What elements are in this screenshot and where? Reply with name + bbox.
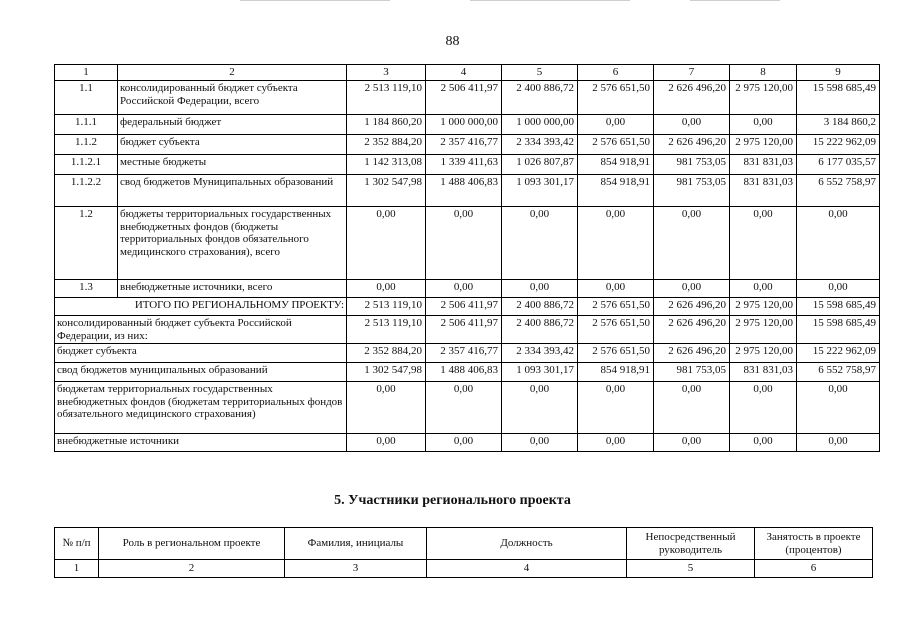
row-name: местные бюджеты [118, 155, 347, 175]
participants-table [54, 527, 873, 578]
row-name: федеральный бюджет [118, 115, 347, 135]
row-value: 2 975 120,00 [730, 135, 797, 155]
participants-header: Фамилия, инициалы [285, 528, 427, 560]
summary-value: 2 357 416,77 [426, 344, 502, 363]
participants-column-number: 5 [627, 560, 755, 578]
row-value: 1 184 860,20 [347, 115, 426, 135]
row-value: 0,00 [654, 207, 730, 280]
row-name: бюджет субъекта [118, 135, 347, 155]
row-value: 0,00 [578, 280, 654, 298]
summary-value: 0,00 [578, 434, 654, 452]
finance-row [55, 280, 880, 298]
row-value: 1 093 301,17 [502, 175, 578, 207]
row-value: 0,00 [730, 115, 797, 135]
participants-header: № п/п [55, 528, 99, 560]
summary-value: 0,00 [347, 382, 426, 434]
row-value: 0,00 [578, 207, 654, 280]
summary-value: 0,00 [426, 434, 502, 452]
total-value: 2 626 496,20 [654, 298, 730, 316]
column-header: 2 [118, 65, 347, 81]
summary-value: 15 222 962,09 [797, 344, 880, 363]
row-number: 1.2 [55, 207, 118, 280]
row-name: свод бюджетов Муниципальных образований [118, 175, 347, 207]
summary-value: 981 753,05 [654, 363, 730, 382]
row-value: 6 177 035,57 [797, 155, 880, 175]
row-number: 1.3 [55, 280, 118, 298]
participants-header: Непосредственный руководитель [627, 528, 755, 560]
column-header: 1 [55, 65, 118, 81]
summary-name: консолидированный бюджет субъекта Российской Федерации, из них: [55, 316, 347, 344]
column-header: 3 [347, 65, 426, 81]
row-number: 1.1.2 [55, 135, 118, 155]
row-value: 831 831,03 [730, 155, 797, 175]
summary-value: 2 626 496,20 [654, 344, 730, 363]
participants-header: Должность [427, 528, 627, 560]
summary-row [55, 434, 880, 452]
total-value: 2 506 411,97 [426, 298, 502, 316]
participants-header: Занятость в проекте (процентов) [755, 528, 873, 560]
summary-value: 0,00 [347, 434, 426, 452]
row-value: 0,00 [347, 207, 426, 280]
summary-value: 0,00 [502, 382, 578, 434]
row-value: 2 626 496,20 [654, 135, 730, 155]
row-value: 1 000 000,00 [502, 115, 578, 135]
summary-value: 2 506 411,97 [426, 316, 502, 344]
row-value: 2 576 651,50 [578, 135, 654, 155]
row-number: 1.1.2.1 [55, 155, 118, 175]
summary-value: 0,00 [730, 434, 797, 452]
total-value: 2 576 651,50 [578, 298, 654, 316]
row-value: 1 000 000,00 [426, 115, 502, 135]
row-value: 0,00 [578, 115, 654, 135]
summary-value: 2 626 496,20 [654, 316, 730, 344]
summary-value: 2 576 651,50 [578, 316, 654, 344]
row-value: 2 357 416,77 [426, 135, 502, 155]
row-value: 0,00 [797, 207, 880, 280]
total-value: 15 598 685,49 [797, 298, 880, 316]
finance-row [55, 135, 880, 155]
row-value: 0,00 [426, 207, 502, 280]
finance-header-row [55, 65, 880, 81]
row-value: 0,00 [426, 280, 502, 298]
row-value: 2 334 393,42 [502, 135, 578, 155]
column-header: 9 [797, 65, 880, 81]
summary-value: 2 352 884,20 [347, 344, 426, 363]
row-value: 854 918,91 [578, 175, 654, 207]
column-header: 7 [654, 65, 730, 81]
finance-row [55, 175, 880, 207]
summary-value: 0,00 [654, 434, 730, 452]
summary-value: 1 488 406,83 [426, 363, 502, 382]
row-value: 2 352 884,20 [347, 135, 426, 155]
row-value: 6 552 758,97 [797, 175, 880, 207]
row-value: 0,00 [654, 280, 730, 298]
row-value: 0,00 [502, 207, 578, 280]
finance-row [55, 115, 880, 135]
finance-row [55, 207, 880, 280]
summary-name: бюджетам территориальных государственных внебюджетных фондов (бюджетам территориальных фондов обязательного медицинского страхования) [55, 382, 347, 434]
finance-table [54, 64, 880, 452]
summary-value: 0,00 [730, 382, 797, 434]
row-value: 0,00 [730, 207, 797, 280]
participants-column-number: 2 [99, 560, 285, 578]
summary-value: 854 918,91 [578, 363, 654, 382]
section-title: 5. Участники регионального проекта [334, 493, 571, 508]
row-number: 1.1.1 [55, 115, 118, 135]
total-row [55, 298, 880, 316]
column-header: 5 [502, 65, 578, 81]
total-value: 2 400 886,72 [502, 298, 578, 316]
row-number: 1.1.2.2 [55, 175, 118, 207]
summary-value: 0,00 [797, 382, 880, 434]
participants-column-number: 6 [755, 560, 873, 578]
summary-row [55, 363, 880, 382]
total-label: ИТОГО ПО РЕГИОНАЛЬНОМУ ПРОЕКТУ: [55, 298, 347, 316]
participants-header-row [55, 528, 873, 560]
scan-top-edge [0, 0, 905, 1]
summary-value: 2 334 393,42 [502, 344, 578, 363]
row-value: 0,00 [502, 280, 578, 298]
row-value: 15 598 685,49 [797, 81, 880, 115]
participants-column-number: 4 [427, 560, 627, 578]
row-value: 1 339 411,63 [426, 155, 502, 175]
row-value: 0,00 [654, 115, 730, 135]
summary-value: 2 576 651,50 [578, 344, 654, 363]
row-value: 2 400 886,72 [502, 81, 578, 115]
participants-column-number: 3 [285, 560, 427, 578]
summary-value: 1 302 547,98 [347, 363, 426, 382]
row-value: 15 222 962,09 [797, 135, 880, 155]
summary-row [55, 382, 880, 434]
row-value: 2 626 496,20 [654, 81, 730, 115]
row-value: 1 488 406,83 [426, 175, 502, 207]
page-number: 88 [445, 34, 460, 49]
summary-value: 1 093 301,17 [502, 363, 578, 382]
row-number: 1.1 [55, 81, 118, 115]
row-value: 1 026 807,87 [502, 155, 578, 175]
summary-value: 0,00 [578, 382, 654, 434]
participants-header: Роль в региональном проекте [99, 528, 285, 560]
summary-value: 0,00 [654, 382, 730, 434]
summary-value: 831 831,03 [730, 363, 797, 382]
summary-value: 2 975 120,00 [730, 316, 797, 344]
summary-value: 0,00 [426, 382, 502, 434]
summary-row [55, 316, 880, 344]
finance-row [55, 155, 880, 175]
participants-number-row [55, 560, 873, 578]
row-value: 0,00 [730, 280, 797, 298]
summary-value: 0,00 [502, 434, 578, 452]
total-value: 2 975 120,00 [730, 298, 797, 316]
summary-name: бюджет субъекта [55, 344, 347, 363]
row-value: 831 831,03 [730, 175, 797, 207]
summary-value: 2 975 120,00 [730, 344, 797, 363]
summary-row [55, 344, 880, 363]
row-name: консолидированный бюджет субъекта Российской Федерации, всего [118, 81, 347, 115]
row-value: 0,00 [347, 280, 426, 298]
summary-name: свод бюджетов муниципальных образований [55, 363, 347, 382]
row-value: 1 302 547,98 [347, 175, 426, 207]
row-value: 0,00 [797, 280, 880, 298]
total-value: 2 513 119,10 [347, 298, 426, 316]
summary-name: внебюджетные источники [55, 434, 347, 452]
row-value: 1 142 313,08 [347, 155, 426, 175]
row-value: 854 918,91 [578, 155, 654, 175]
column-header: 8 [730, 65, 797, 81]
column-header: 4 [426, 65, 502, 81]
row-value: 2 506 411,97 [426, 81, 502, 115]
row-value: 2 975 120,00 [730, 81, 797, 115]
row-value: 981 753,05 [654, 155, 730, 175]
row-value: 981 753,05 [654, 175, 730, 207]
row-name: бюджеты территориальных государственных внебюджетных фондов (бюджеты территориальных фондов обязательного медицинского страхования), всего [118, 207, 347, 280]
row-name: внебюджетные источники, всего [118, 280, 347, 298]
column-header: 6 [578, 65, 654, 81]
summary-value: 0,00 [797, 434, 880, 452]
row-value: 2 576 651,50 [578, 81, 654, 115]
row-value: 2 513 119,10 [347, 81, 426, 115]
summary-value: 6 552 758,97 [797, 363, 880, 382]
summary-value: 15 598 685,49 [797, 316, 880, 344]
participants-column-number: 1 [55, 560, 99, 578]
finance-row [55, 81, 880, 115]
row-value: 3 184 860,2 [797, 115, 880, 135]
summary-value: 2 513 119,10 [347, 316, 426, 344]
summary-value: 2 400 886,72 [502, 316, 578, 344]
